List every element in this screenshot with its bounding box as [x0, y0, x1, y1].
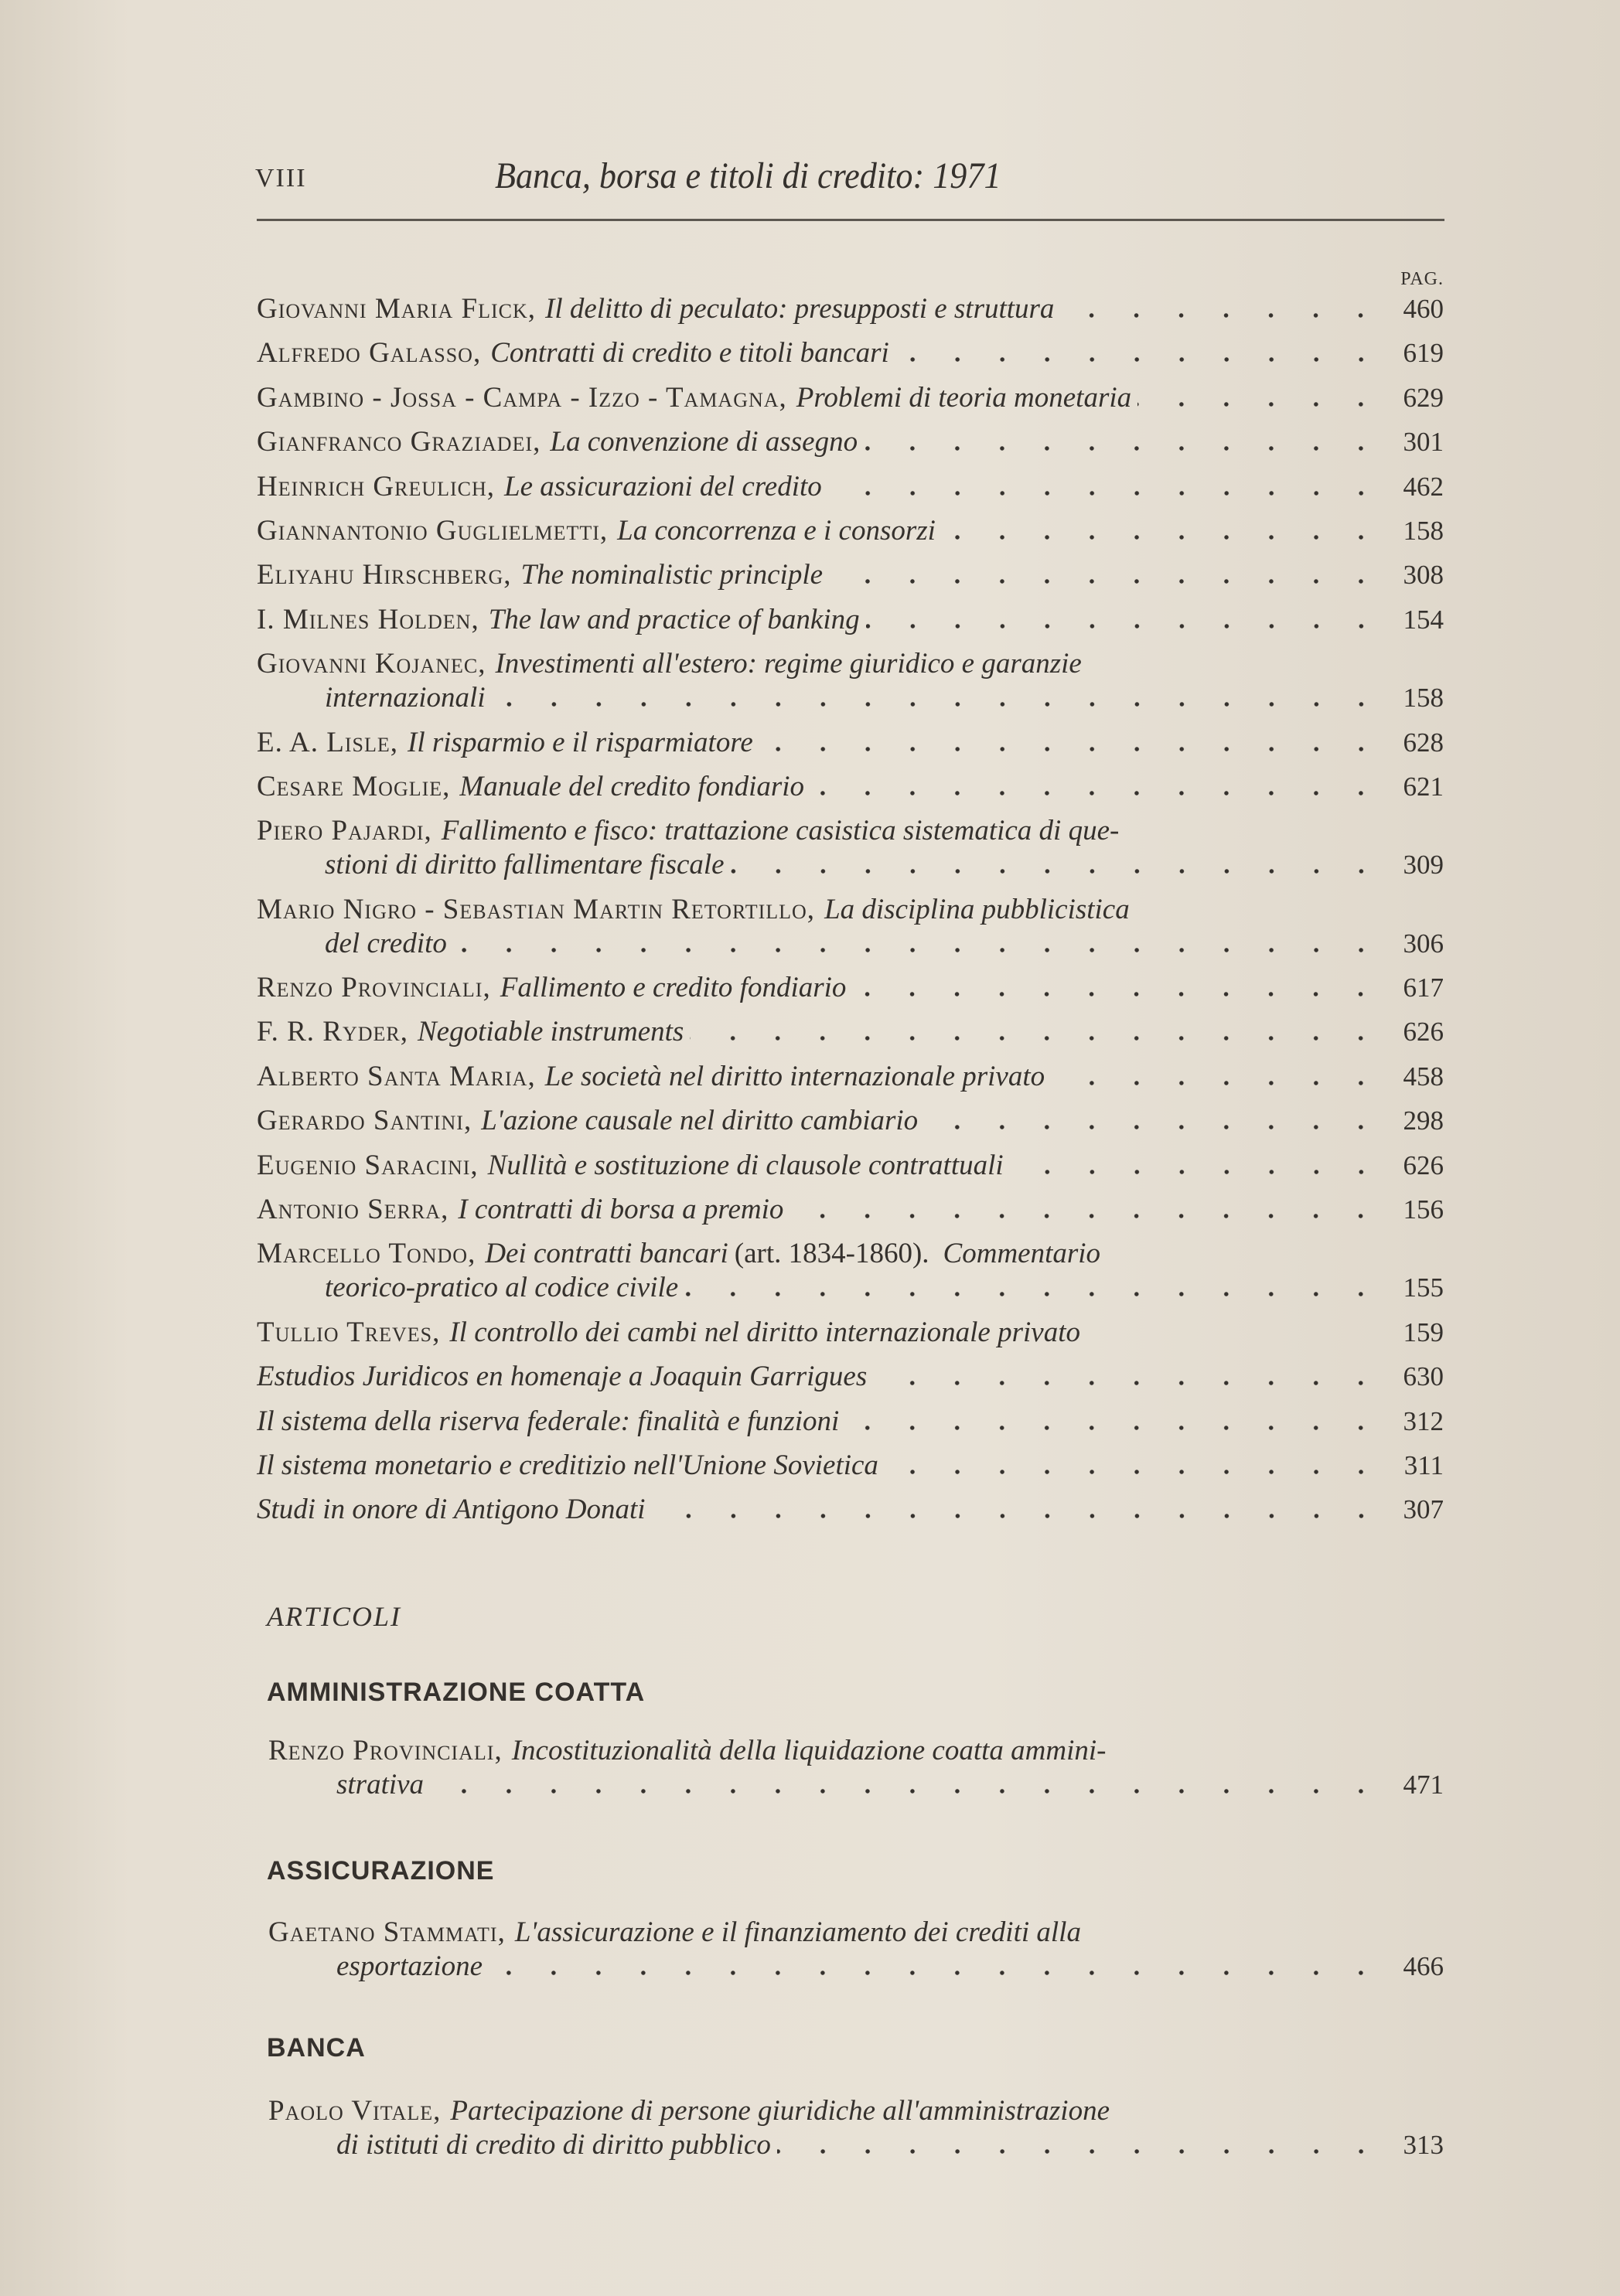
entry-page-number: 617	[1403, 973, 1444, 1003]
entry-title: Investimenti all'estero: regime giuridico e garanzie	[495, 648, 1082, 680]
header-rule	[257, 219, 1444, 221]
entry-line	[257, 558, 1444, 592]
entry-line	[268, 1768, 1444, 1802]
index-entry	[268, 1734, 1444, 1802]
entry-line	[268, 1916, 1444, 1950]
dot-leader	[492, 702, 1383, 707]
index-entry	[257, 292, 1444, 326]
dot-leader	[924, 1125, 1383, 1129]
entry-author: Gaetano Stammati,	[268, 1916, 506, 1948]
entry-title: del credito	[325, 927, 447, 959]
dot-leader	[942, 535, 1383, 540]
entry-title: Dei contratti bancari	[485, 1238, 728, 1270]
index-entry	[257, 726, 1444, 760]
index-entry	[257, 1316, 1444, 1350]
index-entry	[257, 1237, 1444, 1305]
index-entry	[257, 514, 1444, 548]
entry-page-number: 156	[1403, 1194, 1444, 1225]
entry-page-number: 626	[1403, 1017, 1444, 1048]
entry-title: La concorrenza e i consorzi	[617, 514, 936, 547]
entry-line	[268, 2094, 1444, 2128]
index-entry	[257, 1360, 1444, 1394]
dot-leader	[731, 869, 1383, 874]
entry-title: Partecipazione di persone giuridiche all'amministrazione	[450, 2095, 1110, 2127]
entry-note: (art. 1834-1860).	[734, 1238, 929, 1270]
entry-line	[257, 893, 1444, 927]
entry-title: esportazione	[336, 1950, 483, 1982]
entry-author: Mario Nigro - Sebastian Martin Retortillo,	[257, 893, 816, 925]
entry-page-number: 471	[1403, 1770, 1444, 1800]
entry-title: Manuale del credito fondiario	[459, 770, 805, 802]
entry-page-number: 158	[1403, 515, 1444, 546]
dot-leader	[895, 357, 1383, 362]
entry-page-number: 466	[1403, 1951, 1444, 1981]
entry-title: Contratti di credito e titoli bancari	[490, 337, 889, 370]
book-review-index	[257, 292, 1444, 1538]
entry-line	[257, 1316, 1444, 1350]
index-entry	[257, 1104, 1444, 1138]
entry-title: Commentario	[943, 1238, 1101, 1270]
entry-line	[257, 1060, 1444, 1094]
article-entry-container	[268, 2094, 1444, 2172]
entry-line	[257, 1360, 1444, 1394]
dot-leader	[453, 948, 1383, 952]
entry-line	[257, 1405, 1444, 1439]
entry-page-number: 307	[1403, 1494, 1444, 1525]
entry-line	[257, 1193, 1444, 1227]
entry-page-number: 312	[1403, 1405, 1444, 1436]
dot-leader	[652, 1514, 1383, 1518]
dot-leader	[810, 791, 1383, 795]
entry-author: Gerardo Santini,	[257, 1105, 472, 1137]
dot-leader	[1137, 402, 1383, 407]
entry-title: The law and practice of banking	[488, 603, 860, 635]
entry-author: F. R. Ryder,	[257, 1016, 408, 1048]
entry-author: Paolo Vitale,	[268, 2095, 442, 2127]
index-entry	[257, 1449, 1444, 1483]
entry-page-number: 308	[1403, 560, 1444, 591]
entry-title: strativa	[336, 1769, 425, 1800]
running-header-title: Banca, borsa e titoli di credito: 1971	[495, 155, 1001, 196]
dot-leader	[866, 624, 1383, 629]
entry-author: I. Milnes Holden,	[257, 603, 479, 635]
article-entry-container	[268, 1916, 1444, 1994]
entry-title: Fallimento e fisco: trattazione casistica sistematica di que-	[441, 815, 1120, 847]
entry-author: E. A. Lisle,	[257, 726, 399, 758]
index-entry	[257, 470, 1444, 504]
entry-line	[257, 1271, 1444, 1305]
entry-title: Fallimento e credito fondiario	[500, 972, 847, 1004]
index-entry	[268, 1916, 1444, 1984]
index-entry	[257, 1493, 1444, 1527]
entry-title: Incostituzionalità della liquidazione coatta ammini-	[511, 1735, 1107, 1766]
entry-title: I contratti di borsa a premio	[458, 1194, 784, 1226]
entry-line	[257, 292, 1444, 326]
entry-title: L'assicurazione e il finanziamento dei crediti alla	[514, 1916, 1081, 1948]
dot-leader	[1051, 1081, 1383, 1085]
entry-line	[257, 425, 1444, 459]
entry-line	[257, 1493, 1444, 1527]
entry-page-number: 155	[1403, 1272, 1444, 1303]
entry-page-number: 621	[1403, 771, 1444, 802]
entry-title: Studi in onore di Antigono Donati	[257, 1494, 646, 1526]
entry-line	[257, 814, 1444, 848]
entry-page-number: 619	[1403, 338, 1444, 369]
index-entry	[257, 1060, 1444, 1094]
entry-page-number: 311	[1403, 1449, 1444, 1480]
entry-title: internazionali	[325, 682, 486, 714]
entry-line	[257, 381, 1444, 415]
index-entry	[257, 336, 1444, 370]
entry-author: Eugenio Saracini,	[257, 1149, 479, 1181]
entry-page-number: 462	[1403, 471, 1444, 502]
entry-line	[257, 1015, 1444, 1049]
dot-leader	[430, 1789, 1383, 1794]
entry-page-number: 460	[1403, 294, 1444, 324]
entry-title: L'azione causale nel diritto cambiario	[481, 1105, 919, 1137]
article-entry-container	[268, 1734, 1444, 1812]
entry-page-number: 154	[1403, 604, 1444, 635]
index-entry	[257, 647, 1444, 715]
entry-line	[257, 726, 1444, 760]
entry-title: Problemi di teoria monetaria	[796, 381, 1132, 414]
entry-title: Il delitto di peculato: presupposti e struttura	[545, 293, 1055, 325]
entry-author: Marcello Tondo,	[257, 1238, 476, 1270]
dot-leader	[790, 1214, 1383, 1218]
index-entry	[257, 1193, 1444, 1227]
page-column-label: PAG.	[1400, 269, 1444, 289]
index-entry	[257, 381, 1444, 415]
entry-title: Il sistema monetario e creditizio nell'Unione Sovietica	[257, 1449, 878, 1481]
entry-page-number: 309	[1403, 850, 1444, 881]
entry-page-number: 630	[1403, 1361, 1444, 1392]
entry-line	[257, 1237, 1444, 1271]
entry-title: Estudios Juridicos en homenaje a Joaquin Garrigues	[257, 1361, 868, 1393]
entry-author: Eliyahu Hirschberg,	[257, 559, 512, 591]
entry-author: Heinrich Greulich,	[257, 470, 496, 502]
dot-leader	[684, 1292, 1383, 1296]
entry-page-number: 629	[1403, 382, 1444, 413]
entry-page-number: 458	[1403, 1061, 1444, 1092]
entry-author: Piero Pajardi,	[257, 815, 432, 847]
entry-author: Giovanni Maria Flick,	[257, 293, 537, 325]
entry-title: Il controllo dei cambi nel diritto internazionale privato	[449, 1316, 1080, 1348]
entry-page-number: 298	[1403, 1105, 1444, 1136]
dot-leader	[1010, 1170, 1383, 1174]
section-heading: ASSICURAZIONE	[267, 1856, 495, 1886]
entry-page-number: 628	[1403, 727, 1444, 758]
entry-line	[268, 2128, 1444, 2162]
index-entry	[257, 425, 1444, 459]
entry-author: Renzo Provinciali,	[268, 1735, 503, 1766]
entry-title: Negotiable instruments	[418, 1016, 684, 1048]
dot-leader	[489, 1971, 1383, 1975]
dot-leader	[885, 1470, 1383, 1474]
entry-line	[257, 848, 1444, 882]
entry-line	[257, 470, 1444, 504]
entry-title: Nullità e sostituzione di clausole contrattuali	[487, 1149, 1004, 1181]
index-entry	[257, 770, 1444, 804]
entry-author: Alfredo Galasso,	[257, 337, 482, 370]
index-entry	[257, 603, 1444, 637]
entry-line	[257, 927, 1444, 961]
entry-line	[257, 514, 1444, 548]
index-entry	[257, 1405, 1444, 1439]
entry-page-number: 626	[1403, 1150, 1444, 1180]
entry-title: Le assicurazioni del credito	[504, 470, 822, 502]
page-number-roman: VIII	[255, 164, 307, 192]
dot-leader	[829, 579, 1383, 584]
dot-leader	[1060, 313, 1383, 318]
entry-title: The nominalistic principle	[520, 559, 824, 591]
dot-leader	[828, 491, 1383, 496]
entry-page-number: 306	[1403, 928, 1444, 959]
index-entry	[257, 814, 1444, 882]
index-entry	[268, 2094, 1444, 2162]
entry-author: Gianfranco Graziadei,	[257, 426, 541, 458]
index-entry	[257, 893, 1444, 961]
entry-author: Renzo Provinciali,	[257, 972, 491, 1004]
entry-author: Tullio Treves,	[257, 1316, 441, 1348]
entry-author: Cesare Moglie,	[257, 770, 451, 802]
entry-page-number: 313	[1403, 2130, 1444, 2160]
dot-leader	[759, 747, 1383, 751]
entry-author: Antonio Serra,	[257, 1194, 449, 1226]
entry-title: La disciplina pubblicistica	[824, 893, 1130, 925]
entry-title: di istituti di credito di diritto pubblico	[336, 2129, 771, 2161]
dot-leader	[690, 1036, 1383, 1041]
entry-line	[257, 1449, 1444, 1483]
dot-leader	[852, 992, 1383, 996]
entry-title: teorico-pratico al codice civile	[325, 1272, 679, 1304]
dot-leader	[845, 1426, 1383, 1430]
entry-line	[257, 770, 1444, 804]
entry-author: Gambino - Jossa - Campa - Izzo - Tamagna,	[257, 381, 787, 414]
index-entry	[257, 971, 1444, 1005]
dot-leader	[864, 446, 1383, 451]
entry-title: La convenzione di assegno	[550, 426, 858, 458]
section-heading: BANCA	[267, 2033, 366, 2063]
entry-title: Il risparmio e il risparmiatore	[408, 726, 753, 758]
entry-page-number: 158	[1403, 683, 1444, 714]
index-entry	[257, 558, 1444, 592]
entry-line	[257, 603, 1444, 637]
entry-line	[268, 1734, 1444, 1768]
entry-author: Giovanni Kojanec,	[257, 648, 486, 680]
entry-line	[257, 336, 1444, 370]
entry-title: Le società nel diritto internazionale privato	[544, 1060, 1045, 1092]
entry-title: stioni di diritto fallimentare fiscale	[325, 849, 725, 881]
entry-author: Giannantonio Guglielmetti,	[257, 514, 609, 547]
entry-line	[257, 647, 1444, 681]
entry-page-number: 159	[1403, 1317, 1444, 1347]
entry-line	[257, 1104, 1444, 1138]
index-entry	[257, 1149, 1444, 1183]
entry-line	[268, 1950, 1444, 1984]
entry-line	[257, 681, 1444, 715]
dot-leader	[777, 2149, 1383, 2154]
entry-author: Alberto Santa Maria,	[257, 1060, 536, 1092]
dot-leader	[873, 1381, 1383, 1385]
entry-line	[257, 971, 1444, 1005]
entry-line	[257, 1149, 1444, 1183]
entry-title: Il sistema della riserva federale: finalità e funzioni	[257, 1405, 840, 1437]
section-heading: AMMINISTRAZIONE COATTA	[267, 1678, 646, 1707]
index-entry	[257, 1015, 1444, 1049]
articoli-heading: ARTICOLI	[267, 1601, 402, 1632]
entry-page-number: 301	[1403, 427, 1444, 458]
